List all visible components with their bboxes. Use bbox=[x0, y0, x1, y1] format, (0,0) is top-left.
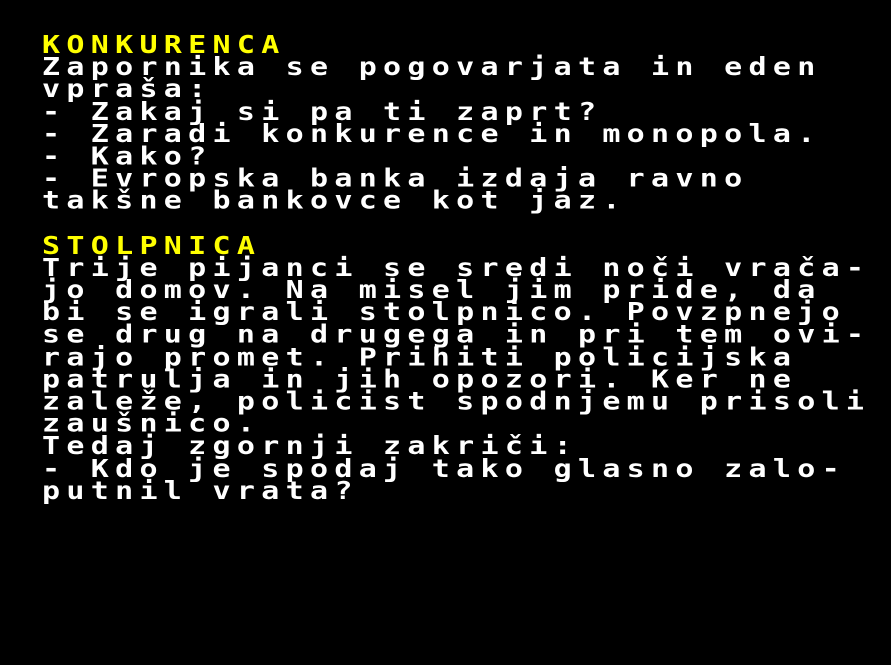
joke-line: rajo promet. Prihiti policijska bbox=[42, 342, 798, 372]
joke-title-stolpnica: STOLPNICA bbox=[42, 231, 262, 261]
joke-line: Zapornika se pogovarjata in eden bbox=[42, 53, 822, 82]
joke-line: zaleže, policist spodnjemu prisoli bbox=[42, 387, 871, 417]
joke-line: - Zakaj si pa ti zaprt? bbox=[42, 97, 603, 127]
joke-line: se drug na drugega in pri tem ovi- bbox=[42, 320, 871, 350]
joke-line: - Zaradi konkurence in monopola. bbox=[42, 119, 822, 149]
joke-line: zaušnico. bbox=[42, 409, 262, 439]
joke-line: - Evropska banka izdaja ravno bbox=[42, 164, 749, 194]
joke-line: Trije pijanci se sredi noči vrača- bbox=[42, 253, 871, 283]
joke-line: vpraša: bbox=[42, 75, 213, 105]
joke-line: patrulja in jih opozori. Ker ne bbox=[42, 365, 798, 394]
joke-line: putnil vrata? bbox=[42, 476, 359, 506]
joke-line: takšne bankovce kot jaz. bbox=[42, 186, 627, 216]
joke-line: Tedaj zgornji zakriči: bbox=[42, 432, 578, 461]
teletext-page bbox=[42, 30, 872, 506]
joke-line: - Kdo je spodaj tako glasno zalo- bbox=[42, 454, 846, 484]
joke-title-konkurenca: KONKURENCA bbox=[42, 30, 286, 60]
joke-line: - Kako? bbox=[42, 142, 213, 171]
joke-line: bi se igrali stolpnico. Povzpnejo bbox=[42, 298, 846, 327]
joke-line: jo domov. Na misel jim pride, da bbox=[42, 275, 822, 305]
